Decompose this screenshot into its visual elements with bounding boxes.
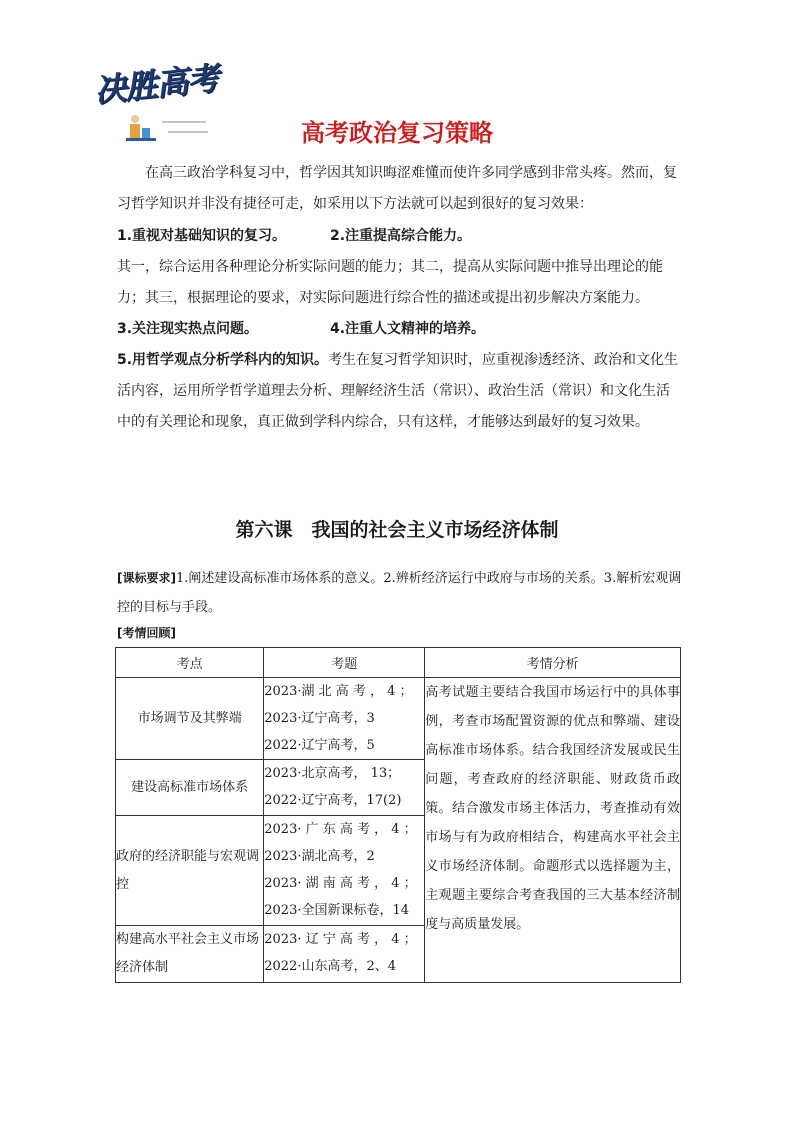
tip-1: 1.重视对基础知识的复习。 <box>117 228 287 244</box>
exam-item: 2023·北京高考， 13； <box>264 766 401 781</box>
exam-item: 2023·湖 北 高 考 ， 4 ； <box>264 684 413 699</box>
review-label: [考情回顾] <box>117 626 176 640</box>
tip-5-text: 考生在复习哲学知识时，应重视渗透经济、政治和文化生活内容，运用所学哲学道理去分析、理解经济生活（常识）、政治生活（常识）和文化生活中的有关理论和现象，真正做到学科内综合，只有这样，才能够达到最好的复习效果。 <box>117 352 679 430</box>
exam-item: 2022·辽宁高考，5 <box>264 738 375 753</box>
tip-4: 4.注重人文精神的培养。 <box>330 321 486 337</box>
exam-review-table <box>115 647 681 983</box>
header-exams: 考题 <box>264 648 425 678</box>
requirements-label: [课标要求] <box>117 571 176 585</box>
analysis-cell: 高考试题主要结合我国市场运行中的具体事例，考查市场配置资源的优点和弊端、建设高标准市场体系。结合我国经济发展或民生问题，考查政府的经济职能、财政货币政策。结合激发市场主体活力，考查推动有效市场与有为政府相结合，构建高水平社会主义市场经济体制。命题形式以选择题为主，主观题主要综合考查我国的三大基本经济制度与高质量发展。 <box>425 678 681 983</box>
tip-5 <box>117 345 681 438</box>
exam-item: 2023· 辽 宁 高 考 ， 4 ； <box>264 932 417 947</box>
exams-cell <box>264 678 425 760</box>
point-cell: 市场调节及其弊端 <box>116 678 264 760</box>
exam-item: 2022·山东高考，2、4 <box>264 959 397 974</box>
exam-item: 2023· 广 东 高 考 ， 4 ； <box>264 822 417 837</box>
lesson-title: 第六课 我国的社会主义市场经济体制 <box>235 519 559 541</box>
table-row <box>116 678 681 760</box>
point-cell: 构建高水平社会主义市场经济体制 <box>116 926 264 983</box>
exam-item: 2023·湖北高考，2 <box>264 849 375 864</box>
header-analysis: 考情分析 <box>425 648 681 678</box>
exam-item: 2023·全国新课标卷，14 <box>264 903 410 918</box>
exams-cell <box>264 760 425 816</box>
exam-item: 2023·辽宁高考，3 <box>264 711 375 726</box>
requirements-text: 1.阐述建设高标准市场体系的意义。2.辨析经济运行中政府与市场的关系。3.解析宏观调控的目标与手段。 <box>117 571 682 615</box>
curriculum-requirements <box>117 564 683 622</box>
exam-item: 2022·辽宁高考，17(2) <box>264 793 402 808</box>
tip-2-detail: 其一，综合运用各种理论分析实际问题的能力；其二，提高从实际问题中推导出理论的能力；其三，根据理论的要求，对实际问题进行综合性的描述或提出初步解决方案能力。 <box>117 259 663 306</box>
exams-cell <box>264 926 425 983</box>
header-point: 考点 <box>116 648 264 678</box>
page-title: 高考政治复习策略 <box>301 119 493 147</box>
tip-2: 2.注重提高综合能力。 <box>330 228 472 244</box>
intro-paragraph: 在高三政治学科复习中，哲学因其知识晦涩难懂而使许多同学感到非常头疼。然而，复习哲学知识并非没有捷径可走，如采用以下方法就可以起到很好的复习效果： <box>117 165 677 212</box>
logo-text: 决胜高考 <box>92 59 220 110</box>
tip-3: 3.关注现实热点问题。 <box>117 321 259 337</box>
table-header-row <box>116 648 681 678</box>
point-cell: 政府的经济职能与宏观调控 <box>116 816 264 926</box>
exam-item: 2023· 湖 南 高 考 ， 4 ； <box>264 876 417 891</box>
point-cell: 建设高标准市场体系 <box>116 760 264 816</box>
exams-cell <box>264 816 425 926</box>
tip-5-label: 5.用哲学观点分析学科内的知识。 <box>117 352 329 368</box>
